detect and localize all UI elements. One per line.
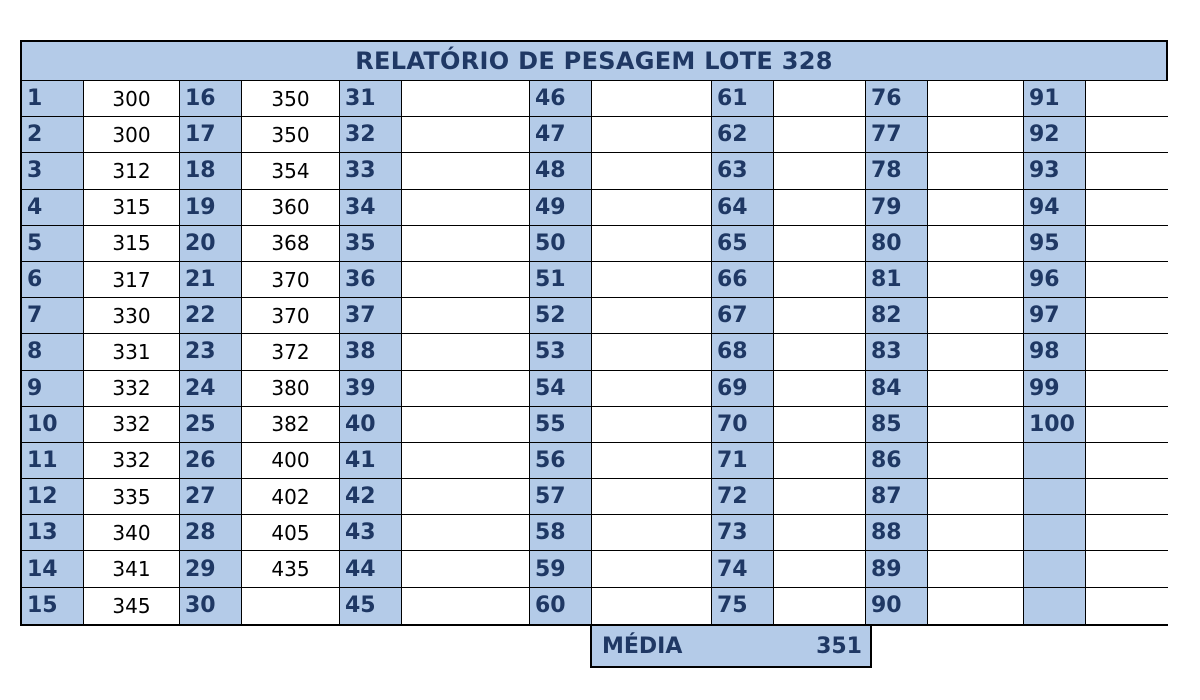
- lot-number-cell: 4: [22, 190, 84, 226]
- lot-number-cell: 11: [22, 443, 84, 479]
- weight-value-cell: 380: [242, 371, 340, 407]
- lot-number-cell: 35: [340, 226, 402, 262]
- lot-number-cell: 80: [866, 226, 928, 262]
- lot-number-cell: [1024, 443, 1086, 479]
- report-title: RELATÓRIO DE PESAGEM LOTE 328: [22, 42, 1166, 81]
- weight-value-cell: [774, 479, 866, 515]
- lot-number-cell: 46: [530, 81, 592, 117]
- weight-value-cell: [242, 588, 340, 624]
- lot-number-cell: 27: [180, 479, 242, 515]
- weight-value-cell: [1086, 226, 1168, 262]
- weight-value-cell: 315: [84, 226, 180, 262]
- weight-value-cell: [592, 407, 712, 443]
- weight-value-cell: 382: [242, 407, 340, 443]
- lot-number-cell: 7: [22, 298, 84, 334]
- lot-number-cell: 77: [866, 117, 928, 153]
- weight-value-cell: 300: [84, 117, 180, 153]
- weight-value-cell: [928, 515, 1024, 551]
- lot-number-cell: 63: [712, 153, 774, 189]
- lot-number-cell: 14: [22, 551, 84, 587]
- weight-value-cell: 370: [242, 262, 340, 298]
- weight-value-cell: [774, 153, 866, 189]
- weight-value-cell: [592, 190, 712, 226]
- weight-value-cell: [928, 226, 1024, 262]
- weight-value-cell: 400: [242, 443, 340, 479]
- lot-number-cell: 76: [866, 81, 928, 117]
- weighing-report-table: [20, 40, 1168, 626]
- weight-value-cell: [928, 443, 1024, 479]
- lot-number-cell: 37: [340, 298, 402, 334]
- weight-value-cell: [592, 117, 712, 153]
- weight-value-cell: [592, 479, 712, 515]
- lot-number-cell: 62: [712, 117, 774, 153]
- weight-value-cell: [1086, 298, 1168, 334]
- lot-number-cell: 22: [180, 298, 242, 334]
- lot-number-cell: 50: [530, 226, 592, 262]
- lot-number-cell: 39: [340, 371, 402, 407]
- weights-grid: [22, 81, 1166, 624]
- weight-value-cell: [774, 81, 866, 117]
- lot-number-cell: 91: [1024, 81, 1086, 117]
- weight-value-cell: [1086, 588, 1168, 624]
- lot-number-cell: 53: [530, 334, 592, 370]
- lot-number-cell: 93: [1024, 153, 1086, 189]
- weight-value-cell: [402, 515, 530, 551]
- lot-number-cell: 88: [866, 515, 928, 551]
- lot-number-cell: 90: [866, 588, 928, 624]
- weight-value-cell: [774, 334, 866, 370]
- weight-value-cell: 340: [84, 515, 180, 551]
- lot-number-cell: 61: [712, 81, 774, 117]
- weight-value-cell: 332: [84, 443, 180, 479]
- weight-value-cell: [774, 443, 866, 479]
- weight-value-cell: [402, 153, 530, 189]
- lot-number-cell: 3: [22, 153, 84, 189]
- weight-value-cell: 372: [242, 334, 340, 370]
- weight-value-cell: [402, 117, 530, 153]
- average-summary: [590, 626, 872, 668]
- lot-number-cell: 9: [22, 371, 84, 407]
- lot-number-cell: [1024, 479, 1086, 515]
- lot-number-cell: 18: [180, 153, 242, 189]
- weight-value-cell: [774, 588, 866, 624]
- weight-value-cell: 332: [84, 371, 180, 407]
- weight-value-cell: 345: [84, 588, 180, 624]
- weight-value-cell: 405: [242, 515, 340, 551]
- weight-value-cell: [928, 262, 1024, 298]
- lot-number-cell: 1: [22, 81, 84, 117]
- weight-value-cell: [592, 81, 712, 117]
- weight-value-cell: [402, 588, 530, 624]
- lot-number-cell: 57: [530, 479, 592, 515]
- lot-number-cell: 67: [712, 298, 774, 334]
- weight-value-cell: [1086, 81, 1168, 117]
- weight-value-cell: [402, 551, 530, 587]
- weight-value-cell: [1086, 190, 1168, 226]
- weight-value-cell: [402, 81, 530, 117]
- lot-number-cell: 71: [712, 443, 774, 479]
- lot-number-cell: 28: [180, 515, 242, 551]
- weight-value-cell: [928, 81, 1024, 117]
- lot-number-cell: 47: [530, 117, 592, 153]
- weight-value-cell: 331: [84, 334, 180, 370]
- lot-number-cell: 58: [530, 515, 592, 551]
- weight-value-cell: 341: [84, 551, 180, 587]
- weight-value-cell: 332: [84, 407, 180, 443]
- weight-value-cell: 354: [242, 153, 340, 189]
- lot-number-cell: 33: [340, 153, 402, 189]
- lot-number-cell: 78: [866, 153, 928, 189]
- weight-value-cell: 402: [242, 479, 340, 515]
- weight-value-cell: 350: [242, 81, 340, 117]
- weight-value-cell: [592, 588, 712, 624]
- lot-number-cell: 60: [530, 588, 592, 624]
- weight-value-cell: 335: [84, 479, 180, 515]
- lot-number-cell: 42: [340, 479, 402, 515]
- lot-number-cell: 24: [180, 371, 242, 407]
- weight-value-cell: [928, 371, 1024, 407]
- weight-value-cell: [928, 190, 1024, 226]
- lot-number-cell: 79: [866, 190, 928, 226]
- lot-number-cell: 5: [22, 226, 84, 262]
- weight-value-cell: [402, 334, 530, 370]
- lot-number-cell: 68: [712, 334, 774, 370]
- lot-number-cell: 30: [180, 588, 242, 624]
- lot-number-cell: 82: [866, 298, 928, 334]
- average-value: 351: [816, 633, 862, 659]
- weight-value-cell: [928, 153, 1024, 189]
- lot-number-cell: 41: [340, 443, 402, 479]
- weight-value-cell: [1086, 371, 1168, 407]
- lot-number-cell: 75: [712, 588, 774, 624]
- weight-value-cell: 435: [242, 551, 340, 587]
- lot-number-cell: 10: [22, 407, 84, 443]
- weight-value-cell: 368: [242, 226, 340, 262]
- lot-number-cell: 74: [712, 551, 774, 587]
- lot-number-cell: 38: [340, 334, 402, 370]
- lot-number-cell: 95: [1024, 226, 1086, 262]
- weight-value-cell: [774, 298, 866, 334]
- lot-number-cell: 99: [1024, 371, 1086, 407]
- lot-number-cell: 97: [1024, 298, 1086, 334]
- lot-number-cell: 52: [530, 298, 592, 334]
- lot-number-cell: 15: [22, 588, 84, 624]
- weight-value-cell: [1086, 551, 1168, 587]
- lot-number-cell: 98: [1024, 334, 1086, 370]
- weight-value-cell: [592, 262, 712, 298]
- lot-number-cell: 8: [22, 334, 84, 370]
- weight-value-cell: [928, 298, 1024, 334]
- lot-number-cell: 94: [1024, 190, 1086, 226]
- lot-number-cell: 100: [1024, 407, 1086, 443]
- weight-value-cell: 330: [84, 298, 180, 334]
- lot-number-cell: 31: [340, 81, 402, 117]
- weight-value-cell: [402, 407, 530, 443]
- lot-number-cell: 89: [866, 551, 928, 587]
- weight-value-cell: [592, 226, 712, 262]
- weight-value-cell: [1086, 117, 1168, 153]
- weight-value-cell: [592, 551, 712, 587]
- lot-number-cell: 12: [22, 479, 84, 515]
- lot-number-cell: 25: [180, 407, 242, 443]
- lot-number-cell: 54: [530, 371, 592, 407]
- lot-number-cell: 26: [180, 443, 242, 479]
- weight-value-cell: [1086, 407, 1168, 443]
- lot-number-cell: 49: [530, 190, 592, 226]
- weight-value-cell: [774, 371, 866, 407]
- lot-number-cell: 64: [712, 190, 774, 226]
- lot-number-cell: 65: [712, 226, 774, 262]
- lot-number-cell: 51: [530, 262, 592, 298]
- lot-number-cell: 83: [866, 334, 928, 370]
- lot-number-cell: 6: [22, 262, 84, 298]
- weight-value-cell: [1086, 334, 1168, 370]
- weight-value-cell: [592, 515, 712, 551]
- lot-number-cell: 16: [180, 81, 242, 117]
- lot-number-cell: 2: [22, 117, 84, 153]
- lot-number-cell: 45: [340, 588, 402, 624]
- weight-value-cell: [1086, 443, 1168, 479]
- lot-number-cell: 81: [866, 262, 928, 298]
- weight-value-cell: [774, 407, 866, 443]
- lot-number-cell: 72: [712, 479, 774, 515]
- lot-number-cell: 36: [340, 262, 402, 298]
- lot-number-cell: 43: [340, 515, 402, 551]
- lot-number-cell: 23: [180, 334, 242, 370]
- weight-value-cell: [774, 117, 866, 153]
- lot-number-cell: [1024, 588, 1086, 624]
- lot-number-cell: 87: [866, 479, 928, 515]
- weight-value-cell: [774, 190, 866, 226]
- lot-number-cell: 96: [1024, 262, 1086, 298]
- lot-number-cell: 59: [530, 551, 592, 587]
- weight-value-cell: [592, 371, 712, 407]
- weight-value-cell: [592, 153, 712, 189]
- weight-value-cell: [928, 551, 1024, 587]
- lot-number-cell: 20: [180, 226, 242, 262]
- weight-value-cell: [402, 226, 530, 262]
- weight-value-cell: [592, 443, 712, 479]
- weight-value-cell: [592, 334, 712, 370]
- lot-number-cell: 69: [712, 371, 774, 407]
- lot-number-cell: 48: [530, 153, 592, 189]
- lot-number-cell: 44: [340, 551, 402, 587]
- weight-value-cell: [402, 443, 530, 479]
- lot-number-cell: 13: [22, 515, 84, 551]
- lot-number-cell: 73: [712, 515, 774, 551]
- lot-number-cell: 85: [866, 407, 928, 443]
- weight-value-cell: 315: [84, 190, 180, 226]
- lot-number-cell: 17: [180, 117, 242, 153]
- weight-value-cell: 312: [84, 153, 180, 189]
- weight-value-cell: [592, 298, 712, 334]
- average-label: MÉDIA: [602, 633, 683, 659]
- weight-value-cell: [402, 190, 530, 226]
- weight-value-cell: [774, 226, 866, 262]
- lot-number-cell: 29: [180, 551, 242, 587]
- lot-number-cell: 56: [530, 443, 592, 479]
- lot-number-cell: [1024, 551, 1086, 587]
- weight-value-cell: [928, 334, 1024, 370]
- lot-number-cell: 34: [340, 190, 402, 226]
- weight-value-cell: [774, 515, 866, 551]
- weight-value-cell: [928, 588, 1024, 624]
- weight-value-cell: [1086, 479, 1168, 515]
- lot-number-cell: [1024, 515, 1086, 551]
- weight-value-cell: [928, 479, 1024, 515]
- weight-value-cell: 317: [84, 262, 180, 298]
- weight-value-cell: [928, 117, 1024, 153]
- weight-value-cell: 300: [84, 81, 180, 117]
- weight-value-cell: [402, 262, 530, 298]
- weight-value-cell: [1086, 153, 1168, 189]
- weight-value-cell: 370: [242, 298, 340, 334]
- weight-value-cell: [402, 479, 530, 515]
- weight-value-cell: 360: [242, 190, 340, 226]
- lot-number-cell: 40: [340, 407, 402, 443]
- weight-value-cell: [402, 298, 530, 334]
- lot-number-cell: 86: [866, 443, 928, 479]
- lot-number-cell: 66: [712, 262, 774, 298]
- weight-value-cell: 350: [242, 117, 340, 153]
- weight-value-cell: [928, 407, 1024, 443]
- weight-value-cell: [1086, 262, 1168, 298]
- weight-value-cell: [1086, 515, 1168, 551]
- lot-number-cell: 32: [340, 117, 402, 153]
- lot-number-cell: 21: [180, 262, 242, 298]
- lot-number-cell: 84: [866, 371, 928, 407]
- lot-number-cell: 70: [712, 407, 774, 443]
- lot-number-cell: 19: [180, 190, 242, 226]
- lot-number-cell: 55: [530, 407, 592, 443]
- weight-value-cell: [402, 371, 530, 407]
- lot-number-cell: 92: [1024, 117, 1086, 153]
- weight-value-cell: [774, 262, 866, 298]
- weight-value-cell: [774, 551, 866, 587]
